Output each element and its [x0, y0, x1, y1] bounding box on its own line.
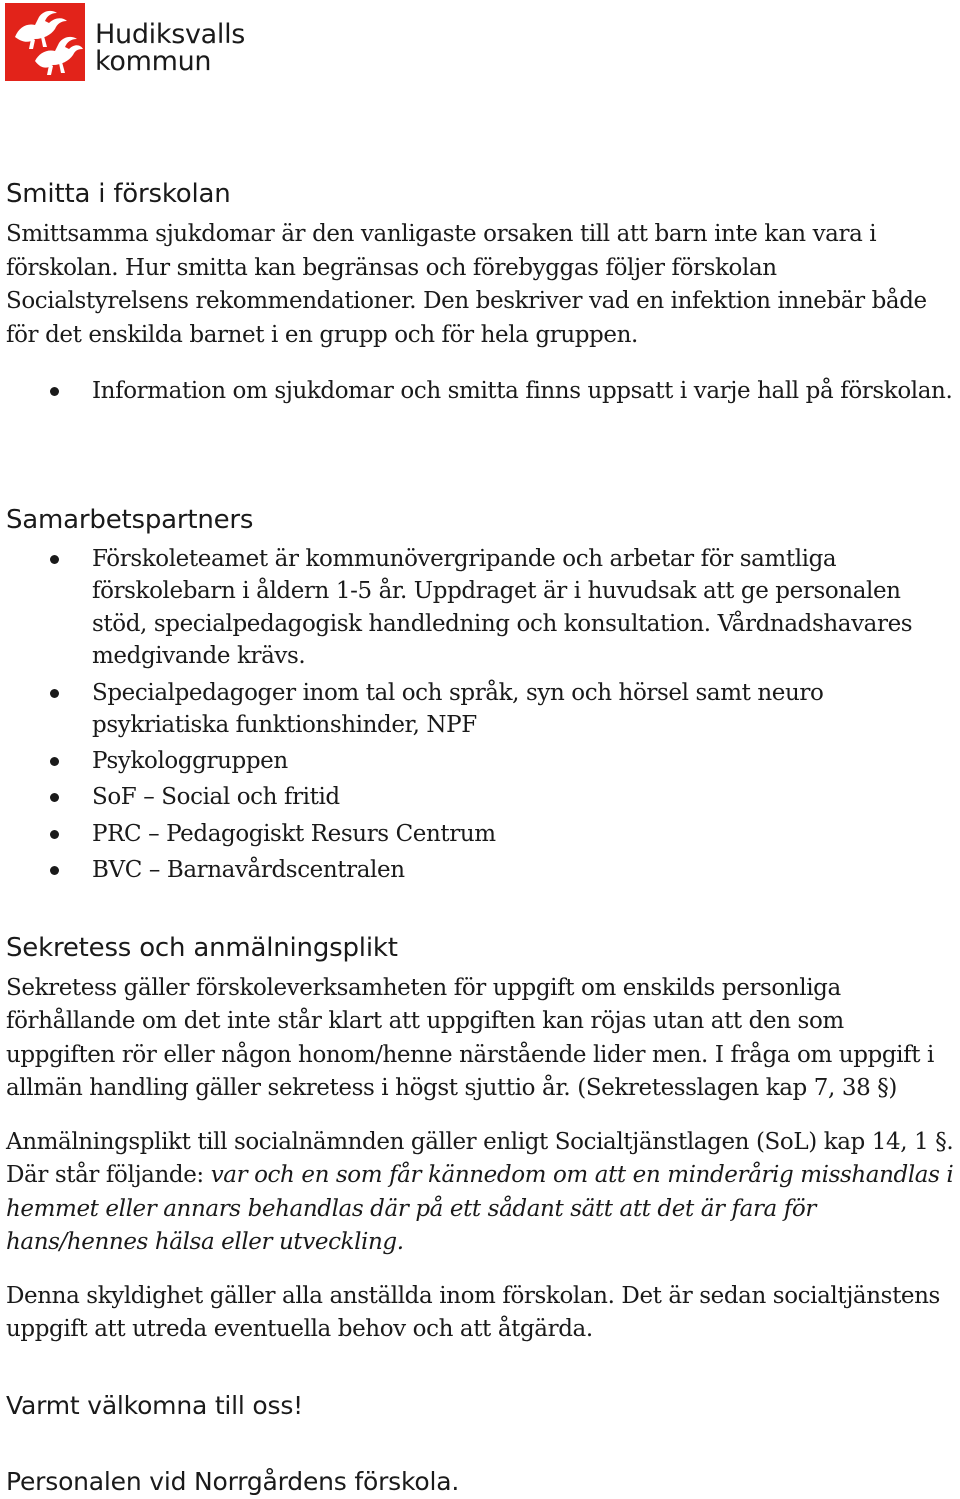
list-item: Förskoleteamet är kommunövergripande och arbetar för samtliga förskolebarn i åldern 1-5 år. Uppdraget är i huvudsak att ge personalen stöd, specialpedagogisk handledning och konsultation. Vårdnadshavares medgivande krävs. [6, 543, 956, 673]
list-item: Information om sjukdomar och smitta finns uppsatt i varje hall på förskolan. [6, 375, 956, 409]
heading-samarbete: Samarbetspartners [6, 504, 254, 535]
document-body [6, 176, 956, 1499]
list-item: Psykologgruppen [6, 745, 956, 779]
section-sekretess [6, 930, 956, 1347]
paragraph-skyldighet: Denna skyldighet gäller alla anställda inom förskolan. Det är sedan socialtjänstens uppgift att utreda eventuella behov och att åtgärda. [6, 1282, 940, 1342]
list-item: SoF – Social och fritid [6, 781, 956, 815]
bullet-icon [50, 757, 59, 766]
bullet-icon [50, 866, 59, 875]
heading-sekretess: Sekretess och anmälningsplikt [6, 932, 398, 963]
samarbete-list [6, 543, 956, 888]
smitta-list [6, 375, 956, 409]
logo-goat-emblem [5, 3, 85, 81]
list-item: PRC – Pedagogiskt Resurs Centrum [6, 818, 956, 852]
bullet-icon [50, 793, 59, 802]
bullet-icon [50, 387, 59, 396]
signature-text: Personalen vid Norrgårdens förskola. [6, 1466, 460, 1496]
goat-icon [5, 3, 85, 81]
list-item: BVC – Barnavårdscentralen [6, 854, 956, 888]
law-quote: var och en som får kännedom om att en minderårig misshandlas i hemmet eller annars behandlas där på ett sådant sätt att det är fara för hans/hennes hälsa eller utveckling. [6, 1162, 954, 1255]
bullet-icon [50, 689, 59, 698]
heading-smitta: Smitta i förskolan [6, 179, 231, 209]
paragraph-sekretess: Sekretess gäller förskoleverksamheten för uppgift om enskilds personliga förhållande om det inte står klart att uppgiften kan röjas utan att den som uppgiften rör eller någon honom/henne närstående lider men. I fråga om uppgift i allmän handling gäller sekretess i högst sjuttio år. (Sekretesslagen kap 7, 38 §) [6, 974, 934, 1101]
list-item: Specialpedagoger inom tal och språk, syn och hörsel samt neuro psykriatiska funktionshinder, NPF [6, 677, 956, 742]
bullet-icon [50, 555, 59, 564]
section-smitta [6, 176, 956, 409]
paragraph-smitta: Smittsamma sjukdomar är den vanligaste orsaken till att barn inte kan vara i förskolan. Hur smitta kan begränsas och förebyggas följer förskolan Socialstyrelsens rekommendationer. Den beskriver vad en infektion innebär både för det enskilda barnet i en grupp och för hela gruppen. [6, 221, 927, 348]
paragraph-anmalningsplikt: Anmälningsplikt till socialnämnden gäller enligt Socialtjänstlagen (SoL) kap 14, 1 §. Där står följande: var och en som får kännedom om att en minderårig misshandlas i hemmet eller annars behandlas där på ett sådant sätt att det är fara för hans/hennes hälsa eller utveckling. [6, 1128, 954, 1255]
logo-wordmark [95, 21, 245, 75]
logo-line-2: kommun [95, 46, 212, 77]
section-samarbete [6, 502, 956, 888]
logo [5, 3, 245, 81]
bullet-icon [50, 830, 59, 839]
logo-line-1: Hudiksvalls [95, 19, 246, 50]
welcome-text: Varmt välkomna till oss! [6, 1390, 303, 1420]
